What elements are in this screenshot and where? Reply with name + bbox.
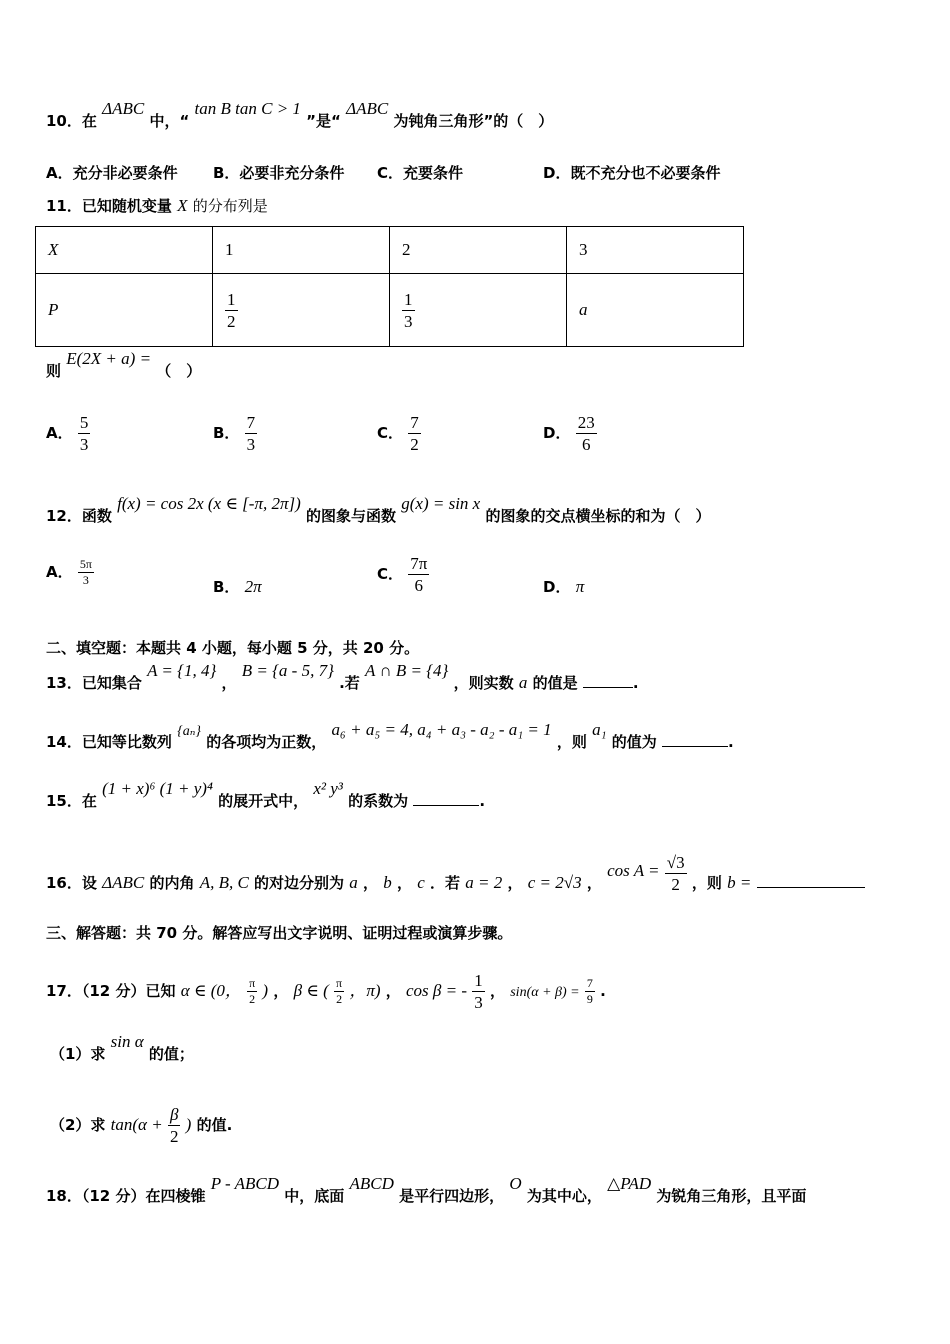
option-label: B． [213, 424, 240, 442]
frac-den: 2 [249, 992, 256, 1006]
fraction [168, 1104, 181, 1147]
q12-text-2: 的图象的交点横坐标的和为（ ） [485, 507, 711, 525]
q17-math-beta-end: ，π) [349, 981, 381, 1000]
q13-text-1: ， [221, 674, 237, 692]
q10-math-triangle-2: ΔABC [346, 99, 389, 118]
q10-math-triangle: ΔABC [102, 99, 145, 118]
table-cell [213, 227, 390, 274]
fraction [225, 289, 238, 332]
option-label: D． [543, 578, 571, 596]
q18-math-base: ABCD [349, 1174, 394, 1193]
q15-text-1: 的展开式中， [218, 792, 309, 810]
q16-math-angles: A, B, C [199, 873, 249, 892]
q14-text-2: ，则 [556, 733, 587, 751]
frac-den: 2 [336, 992, 343, 1006]
q17-math-alpha-end: ) [262, 981, 269, 1000]
q17-text-3: ， [489, 982, 505, 1000]
option-label: A． [46, 424, 73, 442]
q10-number: 10．在 [46, 112, 97, 130]
answer-blank[interactable] [757, 887, 865, 888]
cell-x-label: X [48, 240, 59, 259]
q16-text-4: ， [397, 874, 413, 892]
q11-option-d [543, 412, 597, 455]
q10-text-1: 中，“ [149, 112, 190, 130]
q16-math-a: a [349, 873, 358, 892]
fraction [402, 289, 415, 332]
section-3-header: 三、解答题：共 70 分。解答应写出文字说明、证明过程或演算步骤。 [46, 924, 513, 942]
cell-x-1: 1 [225, 240, 234, 259]
answer-blank[interactable] [662, 746, 728, 747]
q17-sub1 [50, 1032, 194, 1064]
q13-text-3: ，则实数 [453, 674, 514, 692]
q16-number: 16．设 [46, 874, 97, 892]
q17-number: 17．（12 分）已知 [46, 982, 176, 1000]
frac-num: √3 [666, 853, 685, 872]
table-cell [567, 227, 744, 274]
q13-math-a: A = {1, 4} [147, 661, 217, 680]
q10-option-d: D．既不充分也不必要条件 [543, 164, 721, 182]
fraction [334, 976, 344, 1007]
table-cell [36, 274, 213, 347]
frac-den: 2 [671, 875, 680, 894]
frac-den: 2 [410, 435, 419, 454]
q11-text-1: 11．已知随机变量 [46, 197, 172, 215]
q16-stem [46, 853, 865, 905]
q11-text-2: 的分布列是 [192, 197, 268, 215]
q16-text-7: ， [586, 874, 602, 892]
q14-math-seq: {aₙ} [177, 724, 201, 739]
q12-text-1: 的图象与函数 [306, 507, 397, 525]
q16-math-cos: cos A = [607, 861, 660, 880]
q13-stem: 13．已知集合 A = {1, 4} ， B = {a - 5, 7} .若 A ∩ B = {4} ，则实数 a 的值是 . [46, 661, 639, 692]
q12-option-a [46, 557, 94, 588]
q15-math-expansion: (1 + x)⁶ (1 + y)⁴ [102, 779, 213, 798]
q17-sub1-label: （1）求 [50, 1045, 106, 1063]
frac-den: 3 [82, 573, 89, 587]
q12-math-g: g(x) = sin x [401, 494, 481, 513]
frac-num: 7 [586, 976, 593, 990]
frac-den: 3 [246, 435, 256, 454]
frac-num: 5 [79, 413, 89, 432]
q16-math-a-val: a = 2 [465, 873, 503, 892]
q18-text-2: 是平行四边形， [399, 1187, 505, 1205]
q13-math-intersection: A ∩ B = {4} [365, 661, 449, 680]
q17-text-2: ， [385, 982, 401, 1000]
q17-sub2-math-end: ) [185, 1115, 192, 1134]
q18-math-pyramid: P - ABCD [210, 1174, 280, 1193]
fraction [245, 412, 258, 455]
q16-math-b-eq: b = [727, 873, 752, 892]
option-label: C． [377, 565, 404, 583]
q13-math-var: a [518, 673, 528, 692]
q17-sub1-tail: 的值； [148, 1045, 194, 1063]
table-cell [567, 274, 744, 347]
option-label: C． [377, 424, 404, 442]
q17-sub1-math: sin α [110, 1032, 144, 1051]
q15-text-2: 的系数为 [348, 792, 409, 810]
cell-p-label: P [48, 300, 59, 319]
frac-den: 9 [586, 992, 593, 1006]
q17-sub2-math: tan(α + [110, 1115, 163, 1134]
fraction [408, 412, 421, 455]
q12-option-d [543, 576, 584, 597]
q10-option-b: B．必要非充分条件 [213, 164, 345, 182]
q18-text-1: 中，底面 [284, 1187, 345, 1205]
q11-ask-suffix: （ ） [156, 362, 202, 380]
frac-den: 6 [414, 576, 424, 595]
q10-stem [46, 99, 554, 131]
q11-ask [46, 349, 202, 381]
q17-sub2-tail: 的值. [196, 1116, 233, 1134]
q12-option-c [377, 553, 429, 596]
q13-number: 13．已知集合 [46, 674, 142, 692]
q10-option-c: C．充要条件 [377, 164, 464, 182]
frac-num: 7π [410, 554, 428, 573]
q17-math-beta: β ∈ ( [293, 981, 329, 1000]
q16-text-1: 的内角 [149, 874, 195, 892]
frac-num: 1 [474, 971, 483, 990]
q11-ask-math: E(2X + a) = [66, 349, 152, 368]
q16-text-6: ， [507, 874, 523, 892]
q13-text-4: 的值是 [532, 674, 578, 692]
frac-den: 3 [404, 311, 413, 331]
frac-num: 5π [79, 557, 92, 571]
frac-den: 2 [169, 1127, 179, 1146]
q12-math-f: f(x) = cos 2x (x ∈ [-π, 2π]) [117, 494, 301, 513]
frac-num: π [336, 976, 343, 990]
q14-stem: 14．已知等比数列 {aₙ} 的各项均为正数， a₆ + a₅ = 4, a₄ + a₃ - a₂ - a₁ = 1 ，则 a₁ 的值为 . [46, 720, 734, 751]
q18-text-4: 为锐角三角形，且平面 [656, 1187, 807, 1205]
q11-option-a [46, 412, 90, 455]
frac-num: 7 [410, 413, 419, 432]
q13-text-2: .若 [339, 674, 360, 692]
option-label: A． [46, 563, 73, 581]
fraction [472, 970, 485, 1013]
answer-blank[interactable] [583, 687, 633, 688]
q11-stem [46, 195, 268, 216]
q16-math-b: b [383, 873, 392, 892]
q18-stem [46, 1174, 807, 1206]
fraction [665, 852, 687, 895]
q16-text-3: ， [363, 874, 379, 892]
q15-math-term: x² y³ [313, 779, 343, 798]
q14-text-3: 的值为 [611, 733, 657, 751]
frac-den: 3 [79, 435, 89, 454]
q15-stem: 15．在 (1 + x)⁶ (1 + y)⁴ 的展开式中， x² y³ 的系数为 . [46, 779, 486, 810]
q10-text-3: 为钝角三角形”的（ ） [393, 112, 554, 130]
q17-stem [46, 970, 606, 1013]
q11-option-b [213, 412, 257, 455]
fraction [576, 412, 597, 455]
q17-math-alpha: α ∈ (0， [180, 981, 242, 1000]
q16-text-5: ．若 [430, 874, 461, 892]
option-value: π [575, 577, 585, 596]
frac-num: 1 [404, 289, 413, 309]
q10-option-a: A．充分非必要条件 [46, 164, 178, 182]
frac-den: 2 [227, 311, 236, 331]
option-label: B． [213, 578, 240, 596]
q12-number: 12．函数 [46, 507, 112, 525]
frac-num: 7 [246, 413, 256, 432]
q18-number: 18．（12 分）在四棱锥 [46, 1187, 206, 1205]
q12-stem [46, 494, 711, 526]
fraction [585, 976, 595, 1007]
frac-num: 1 [227, 289, 236, 309]
q17-sub2-label: （2）求 [50, 1116, 106, 1134]
frac-num: β [168, 1104, 181, 1126]
q16-math-triangle: ΔABC [102, 873, 145, 892]
q15-number: 15．在 [46, 792, 97, 810]
q16-text-2: 的对边分别为 [254, 874, 345, 892]
q17-sub2 [50, 1104, 232, 1147]
q16-text-8: ，则 [691, 874, 722, 892]
q16-math-c-val: c = 2√3 [527, 873, 582, 892]
q11-ask-prefix: 则 [46, 362, 62, 380]
section-2-header: 二、填空题：本题共 4 小题，每小题 5 分，共 20 分。 [46, 639, 420, 657]
fraction [247, 976, 257, 1007]
q14-text-1: 的各项均为正数， [206, 733, 327, 751]
q11-math-var: X [177, 196, 188, 215]
fraction [78, 412, 91, 455]
q14-math-cond: a₆ + a₅ = 4, a₄ + a₃ - a₂ - a₁ = 1 [331, 720, 552, 739]
answer-blank[interactable] [413, 805, 479, 806]
frac-den: 6 [581, 435, 591, 454]
fraction [408, 553, 429, 596]
option-label: D． [543, 424, 571, 442]
q10-text-2: ”是“ [306, 112, 341, 130]
q18-text-3: 为其中心， [526, 1187, 602, 1205]
option-value: 2π [244, 577, 262, 596]
q18-math-triangle: △PAD [607, 1174, 652, 1193]
cell-x-3: 3 [579, 240, 588, 259]
table-row [36, 227, 744, 274]
q13-math-b: B = {a - 5, 7} [241, 661, 334, 680]
table-cell [390, 274, 567, 347]
q14-number: 14．已知等比数列 [46, 733, 172, 751]
fraction [78, 557, 94, 588]
q11-option-c [377, 412, 421, 455]
frac-num: π [249, 976, 256, 990]
q17-math-sin: sin(α + β) = [510, 985, 580, 1000]
distribution-table [35, 226, 744, 347]
cell-p-3: a [579, 300, 588, 319]
q17-text-4: . [600, 982, 606, 1000]
table-cell [390, 227, 567, 274]
table-cell [36, 227, 213, 274]
q17-math-cos: cos β = - [406, 981, 468, 1000]
cell-x-2: 2 [402, 240, 411, 259]
table-cell [213, 274, 390, 347]
q12-option-b [213, 576, 262, 597]
frac-den: 3 [474, 993, 483, 1012]
q17-text-1: ， [273, 982, 289, 1000]
q16-math-c: c [417, 873, 425, 892]
table-row [36, 274, 744, 347]
frac-num: 23 [577, 413, 595, 432]
q18-math-center: O [509, 1174, 522, 1193]
q10-math-condition: tan B tan C > 1 [194, 99, 301, 118]
q14-math-a1: a₁ [592, 720, 607, 739]
